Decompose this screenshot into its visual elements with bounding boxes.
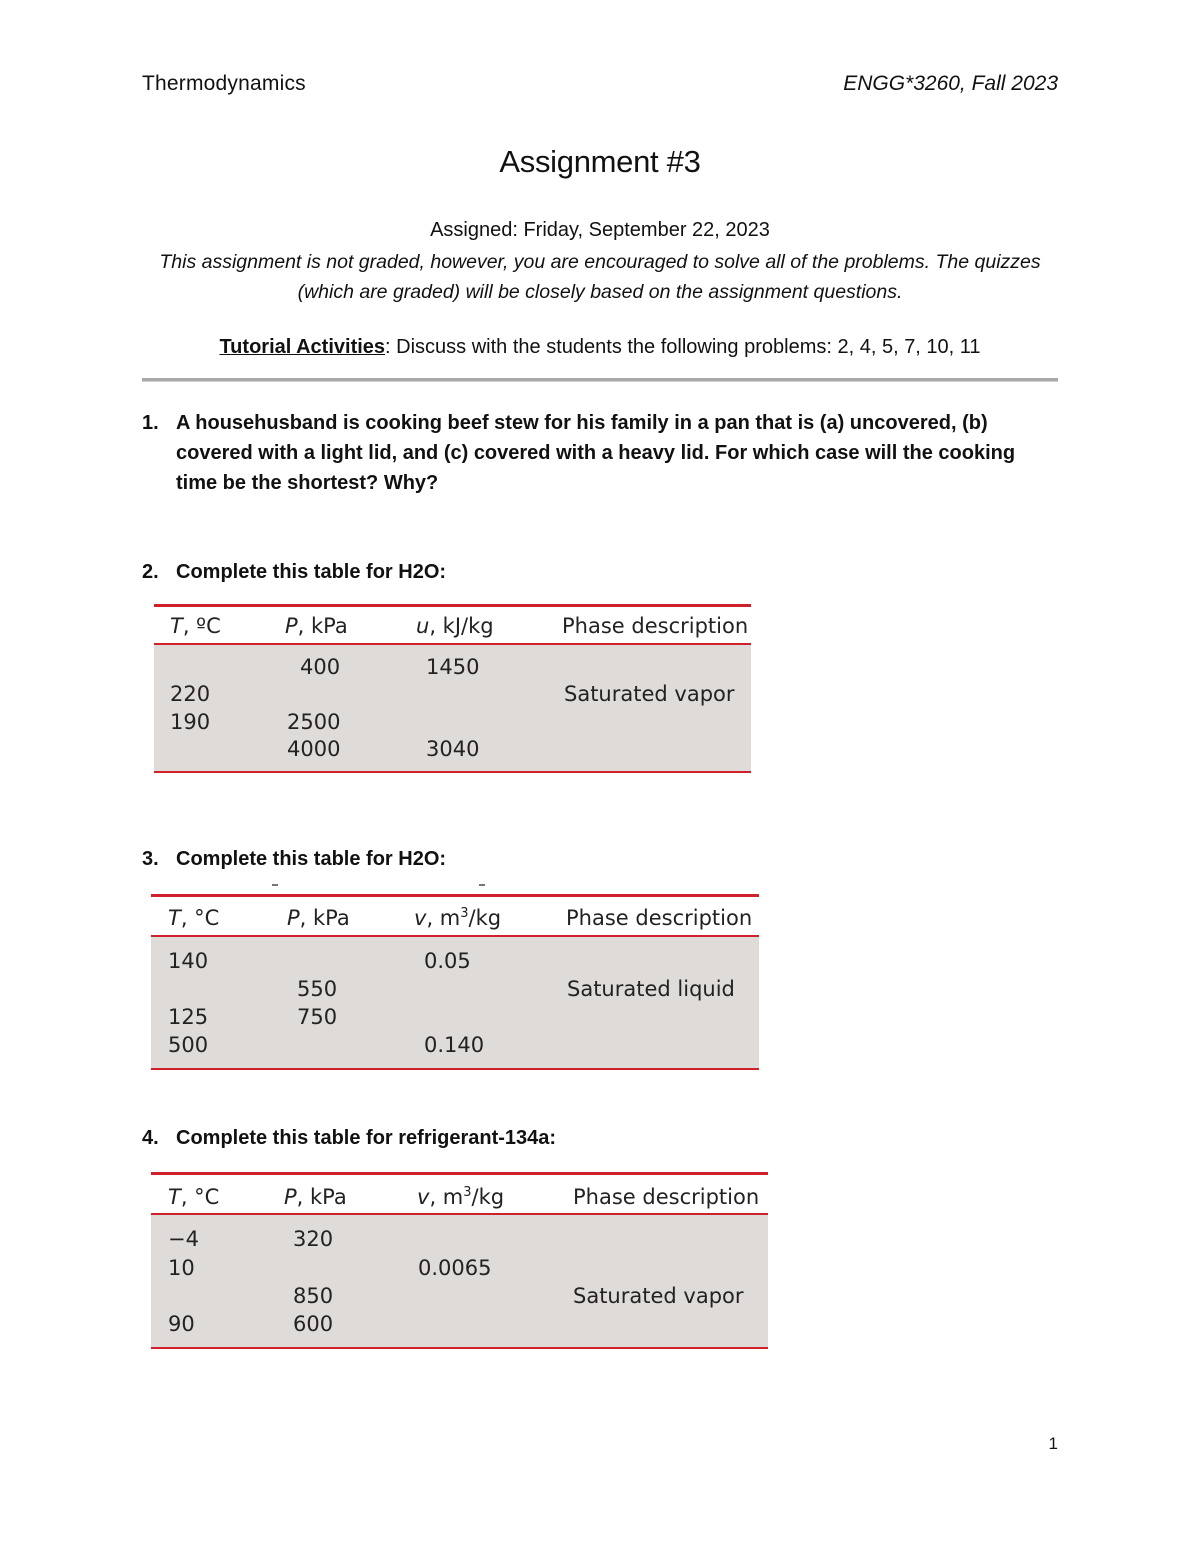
question-text: Complete this table for refrigerant-134a:: [176, 1127, 557, 1149]
col-header-pressure: P, kPa: [284, 1185, 347, 1209]
table-cell: 0.140: [424, 1033, 485, 1057]
table-cell: 0.0065: [418, 1256, 492, 1280]
table-cell: 140: [168, 949, 209, 973]
tutorial-activities: [0, 336, 1200, 359]
table-header-row: [151, 1175, 768, 1215]
question-number: 2.: [142, 561, 159, 583]
question-text: Complete this table for H2O:: [176, 848, 447, 870]
question-4: [142, 1123, 1060, 1153]
table-cell: 550: [297, 977, 338, 1001]
table-header-row: [151, 897, 759, 937]
table-cell: 750: [297, 1005, 338, 1029]
col-header-phase: Phase description: [566, 906, 753, 930]
table-cell: 1450: [426, 655, 480, 679]
table-cell: 90: [168, 1312, 195, 1336]
table-q4: [151, 1172, 768, 1349]
page-number: 1: [1048, 1434, 1058, 1453]
header-course-code: ENGG*3260, Fall 2023: [843, 72, 1058, 95]
question-number: 1.: [142, 412, 159, 434]
table-q3: [151, 894, 759, 1070]
table-cell: 2500: [287, 710, 341, 734]
tutorial-text: : Discuss with the students the following problems: 2, 4, 5, 7, 10, 11: [385, 336, 981, 358]
question-text: A househusband is cooking beef stew for his family in a pan that is (a) uncovered, (b) covered with a light lid, and (c) covered with a heavy lid. For which case will the cooking time be the shortest? Why?: [176, 412, 1016, 494]
col-header-phase: Phase description: [562, 614, 749, 638]
section-divider: [142, 378, 1058, 382]
col-header-pressure: P, kPa: [285, 614, 348, 638]
table-cell: Saturated liquid: [567, 977, 735, 1001]
table-cell: 0.05: [424, 949, 471, 973]
col-header-specific-volume: v, $m^3/kg$: [417, 1185, 505, 1209]
question-2: [142, 557, 1060, 587]
table-cell: −4: [168, 1227, 199, 1251]
scan-artifact-mark: [479, 884, 485, 886]
table-cell: 500: [168, 1033, 209, 1057]
table-cell: 3040: [426, 737, 480, 761]
col-header-pressure: P, kPa: [287, 906, 350, 930]
assigned-date: Assigned: Friday, September 22, 2023: [430, 219, 770, 241]
col-header-temperature: T, °C: [168, 906, 220, 930]
table-cell: 850: [293, 1284, 334, 1308]
table-header-row: [154, 607, 751, 645]
scan-artifact-mark: [272, 884, 278, 886]
table-cell: 4000: [287, 737, 341, 761]
table-cell: 220: [170, 682, 211, 706]
table-cell: 125: [168, 1005, 209, 1029]
page-title: Assignment #3: [499, 144, 701, 179]
table-cell: Saturated vapor: [564, 682, 735, 706]
col-header-internal-energy: u, kJ/kg: [416, 614, 494, 638]
table-cell: 10: [168, 1256, 195, 1280]
table-cell: 600: [293, 1312, 334, 1336]
col-header-phase: Phase description: [573, 1185, 760, 1209]
question-text: Complete this table for H2O:: [176, 561, 447, 583]
table-cell: 320: [293, 1227, 334, 1251]
header-course-name: Thermodynamics: [142, 72, 306, 95]
col-header-temperature: T, °C: [168, 1185, 220, 1209]
table-q2: [154, 604, 751, 773]
tutorial-label: Tutorial Activities: [219, 336, 386, 358]
table-cell: 400: [300, 655, 341, 679]
col-header-specific-volume: v, $m^3/kg$: [414, 906, 502, 930]
table-cell: Saturated vapor: [573, 1284, 744, 1308]
question-number: 4.: [142, 1127, 159, 1149]
grading-note: This assignment is not graded, however, you are encouraged to solve all of the problems. The quizzes (which are graded) will be closely based on the assignment questions.: [159, 251, 1041, 303]
question-number: 3.: [142, 848, 159, 870]
question-3: [142, 844, 1060, 874]
question-1: [142, 408, 1060, 498]
col-header-temperature: T, ºC: [170, 614, 221, 638]
table-cell: 190: [170, 710, 211, 734]
